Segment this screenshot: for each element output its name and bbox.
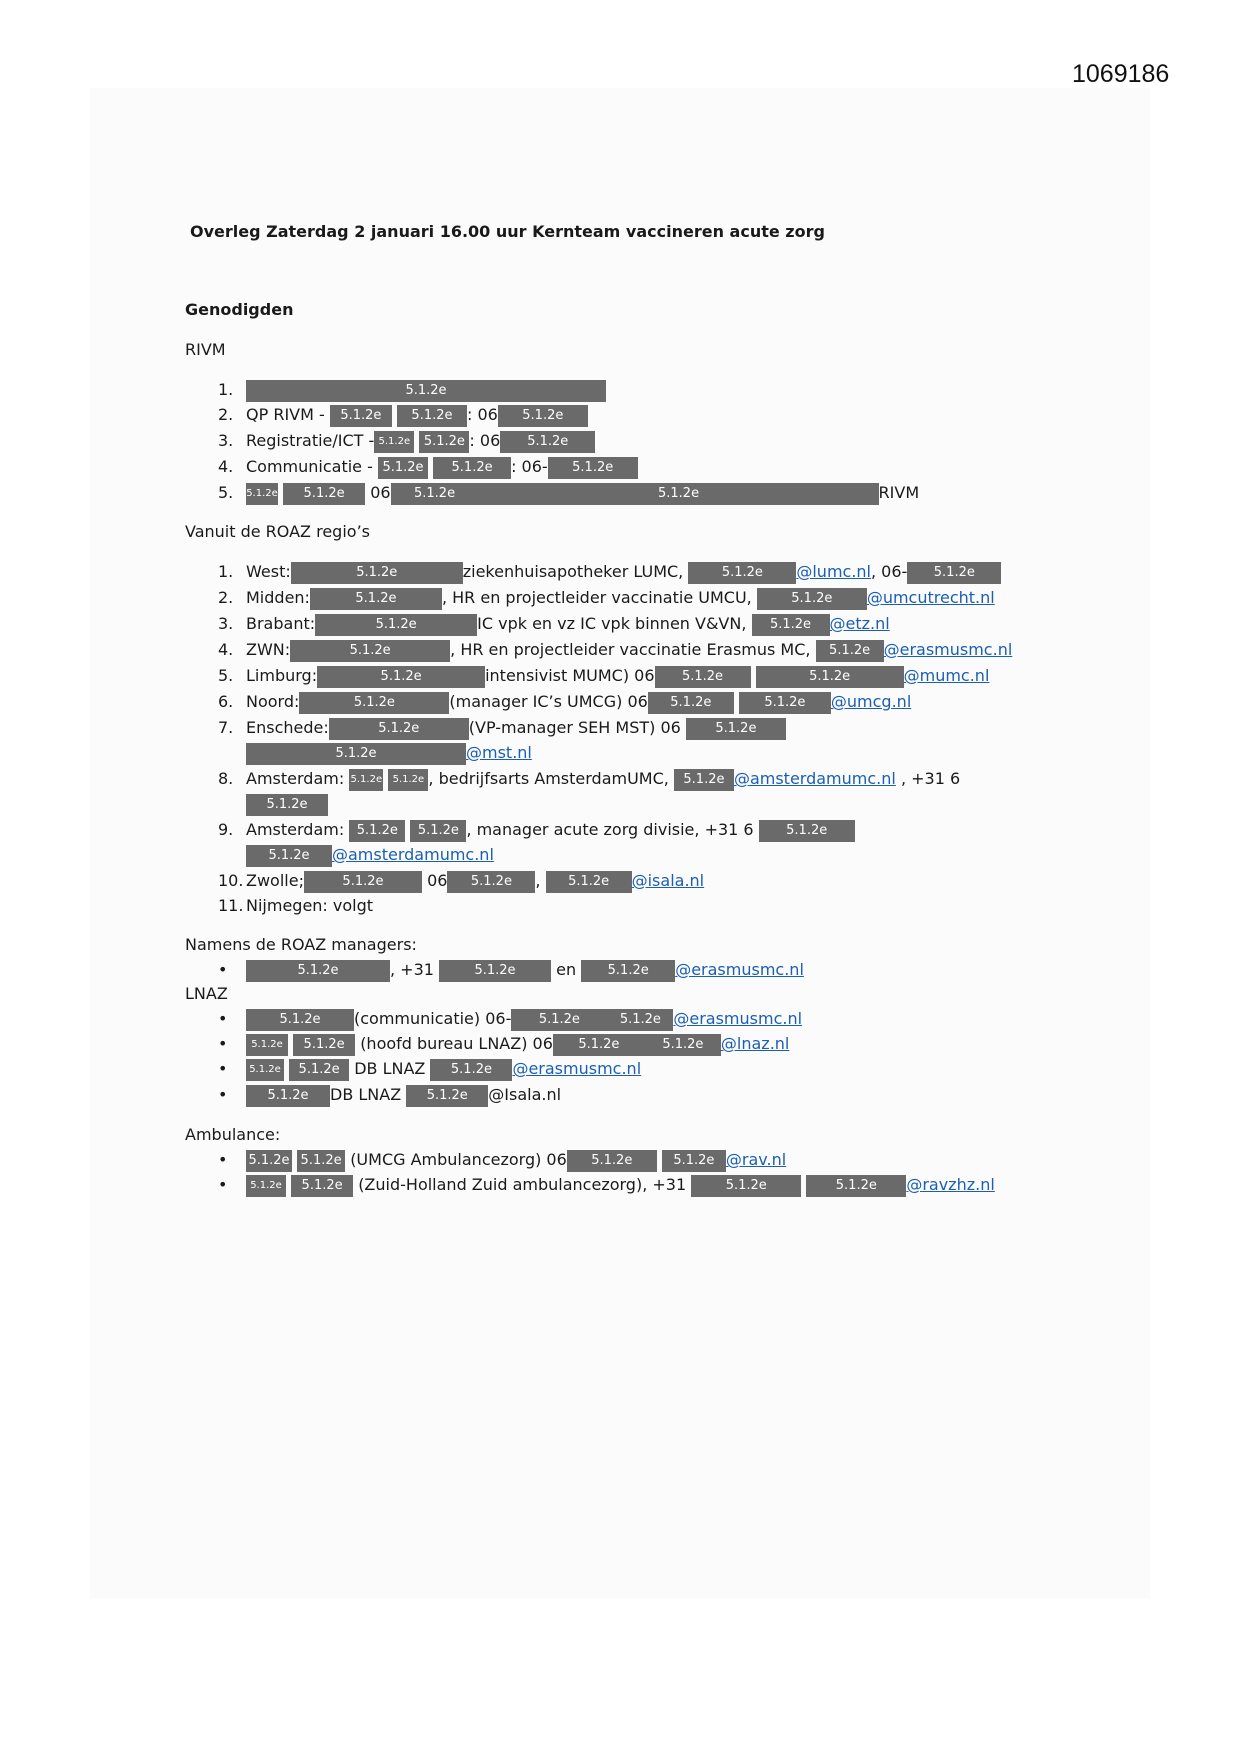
redaction-block: 5.1.2e <box>419 431 469 453</box>
redaction-block: 5.1.2e <box>317 666 485 688</box>
redaction-block: 5.1.2e <box>388 769 428 791</box>
redaction-block: 5.1.2e <box>246 743 466 765</box>
redaction-block: 5.1.2e <box>378 457 428 479</box>
rivm-item-1 <box>218 378 606 402</box>
redaction-block: 5.1.2e <box>304 871 422 893</box>
list-number: 2. <box>218 405 234 424</box>
item-text: : 06- <box>511 457 548 476</box>
list-number: 2. <box>218 588 234 607</box>
email-link[interactable]: @isala.nl <box>631 871 705 890</box>
redaction-block: 5.1.2e <box>283 483 365 505</box>
redaction-block: 5.1.2e <box>433 457 511 479</box>
redaction-block: 5.1.2e <box>816 640 884 662</box>
email-link[interactable]: @umcutrecht.nl <box>866 588 995 607</box>
item-text: @Isala.nl <box>488 1085 562 1104</box>
email-link[interactable]: @erasmusmc.nl <box>512 1059 642 1078</box>
item-text: ziekenhuisapotheker LUMC, <box>462 562 684 581</box>
roaz-item-5 <box>218 664 989 688</box>
roaz-item-9-continued <box>246 843 494 867</box>
item-text: , HR en projectleider vaccinatie UMCU, <box>441 588 752 607</box>
email-link[interactable]: @erasmusmc.nl <box>673 1009 803 1028</box>
roaz-item-3 <box>218 612 890 636</box>
list-number: 7. <box>218 718 234 737</box>
email-link[interactable]: @lnaz.nl <box>720 1034 790 1053</box>
redaction-block: 5.1.2e <box>349 820 405 842</box>
redaction-block: 5.1.2e <box>246 1150 292 1172</box>
roaz-item-11 <box>218 894 373 918</box>
item-text: Registratie/ICT - <box>246 431 375 450</box>
item-text: DB LNAZ <box>354 1059 426 1078</box>
roaz-item-8 <box>218 767 960 791</box>
redaction-block: 5.1.2e <box>691 1175 801 1197</box>
list-number: 1. <box>218 562 234 581</box>
redaction-block: 5.1.2e <box>553 1034 645 1056</box>
list-number: 5. <box>218 483 234 502</box>
bullet: • <box>218 1034 228 1053</box>
redaction-block: 5.1.2e <box>447 871 535 893</box>
roaz-item-2 <box>218 586 995 610</box>
item-text: (UMCG Ambulancezorg) 06 <box>350 1150 567 1169</box>
list-number: 4. <box>218 457 234 476</box>
redaction-block: 5.1.2e <box>688 562 796 584</box>
redaction-block: 5.1.2e <box>330 405 392 427</box>
item-text: Communicatie - <box>246 457 373 476</box>
roaz-item-9 <box>218 818 855 842</box>
item-text: intensivist MUMC) 06 <box>485 666 655 685</box>
redaction-block: 5.1.2e <box>291 562 463 584</box>
redaction-block: 5.1.2e <box>291 1175 353 1197</box>
redaction-block: 5.1.2e <box>297 1150 345 1172</box>
item-text: , manager acute zorg divisie, +31 6 <box>466 820 754 839</box>
list-number: 3. <box>218 431 234 450</box>
redaction-block: 5.1.2e <box>374 431 414 453</box>
bullet: • <box>218 1009 228 1028</box>
ambulance-item-2 <box>218 1173 995 1197</box>
redaction-block: 5.1.2e <box>511 1009 607 1031</box>
redaction-block: 5.1.2e <box>648 692 734 714</box>
email-link[interactable]: @umcg.nl <box>830 692 912 711</box>
redaction-block: 5.1.2e <box>498 405 588 427</box>
redaction-block: 5.1.2e <box>430 1059 512 1081</box>
item-text: Amsterdam: <box>246 820 345 839</box>
roaz-item-10 <box>218 869 704 893</box>
bullet: • <box>218 1150 228 1169</box>
redaction-block: 5.1.2e <box>246 1059 284 1081</box>
lnaz-item-3 <box>218 1057 641 1081</box>
item-text: Noord: <box>246 692 300 711</box>
email-link[interactable]: @mst.nl <box>466 743 532 762</box>
redaction-block: 5.1.2e <box>397 405 467 427</box>
redaction-block: 5.1.2e <box>349 769 383 791</box>
rivm-item-3 <box>218 429 595 453</box>
item-text: : 06 <box>466 405 498 424</box>
item-text: (VP-manager SEH MST) 06 <box>468 718 681 737</box>
redaction-block: 5.1.2e <box>410 820 466 842</box>
item-text: (manager IC’s UMCG) 06 <box>449 692 648 711</box>
list-number: 11. <box>218 896 244 915</box>
bullet: • <box>218 1085 228 1104</box>
redaction-block: 5.1.2e <box>290 640 450 662</box>
lnaz-item-2 <box>218 1032 789 1056</box>
list-number: 10. <box>218 871 244 890</box>
rivm-item-4 <box>218 455 638 479</box>
roaz-item-4 <box>218 638 1012 662</box>
email-link[interactable]: @ravzhz.nl <box>906 1175 995 1194</box>
item-text: 06 <box>370 483 391 502</box>
email-link[interactable]: @amsterdamumc.nl <box>332 845 494 864</box>
document-title: Overleg Zaterdag 2 januari 16.00 uur Kernteam vaccineren acute zorg <box>190 222 825 241</box>
list-number: 4. <box>218 640 234 659</box>
item-text: en <box>556 960 577 979</box>
item-text: 06 <box>427 871 448 890</box>
bullet: • <box>218 1059 228 1078</box>
redaction-block: 5.1.2e <box>246 380 606 402</box>
item-text: Brabant: <box>246 614 316 633</box>
item-text: , 06- <box>871 562 908 581</box>
email-link[interactable]: @mumc.nl <box>903 666 990 685</box>
rivm-item-2 <box>218 403 588 427</box>
redaction-block: 5.1.2e <box>246 1009 354 1031</box>
item-text: QP RIVM - <box>246 405 325 424</box>
item-text: RIVM <box>878 483 920 502</box>
roaz-item-1 <box>218 560 1001 584</box>
item-text: , +31 6 <box>900 769 961 788</box>
email-link[interactable]: @erasmusmc.nl <box>883 640 1013 659</box>
item-text: ZWN: <box>246 640 291 659</box>
item-text: (hoofd bureau LNAZ) 06 <box>360 1034 553 1053</box>
redaction-block: 5.1.2e <box>759 820 855 842</box>
item-text: (communicatie) 06- <box>354 1009 512 1028</box>
ambulance-item-1 <box>218 1148 786 1172</box>
roaz-item-7-continued <box>246 741 532 765</box>
bullet: • <box>218 960 228 979</box>
redaction-block: 5.1.2e <box>645 1034 721 1056</box>
item-text: , HR en projectleider vaccinatie Erasmus MC, <box>450 640 811 659</box>
item-text: IC vpk en vz IC vpk binnen V&VN, <box>477 614 747 633</box>
roaz-item-6 <box>218 690 911 714</box>
redaction-block: 5.1.2e <box>806 1175 906 1197</box>
email-link[interactable]: @erasmusmc.nl <box>675 960 804 979</box>
item-text: (Zuid-Holland Zuid ambulancezorg), +31 <box>358 1175 687 1194</box>
redaction-block: 5.1.2e <box>548 457 638 479</box>
redaction-block: 5.1.2e <box>662 1150 726 1172</box>
email-link[interactable]: @rav.nl <box>725 1150 787 1169</box>
item-text: Nijmegen: volgt <box>246 896 374 915</box>
list-number: 5. <box>218 666 234 685</box>
heading-genodigden: Genodigden <box>185 300 294 319</box>
redaction-block: 5.1.2e <box>299 692 449 714</box>
redaction-block: 5.1.2e <box>757 588 867 610</box>
redaction-block: 5.1.2e <box>607 1009 673 1031</box>
item-text: , <box>535 871 541 890</box>
redaction-block: 5.1.2e <box>674 769 734 791</box>
list-number: 9. <box>218 820 234 839</box>
list-number: 6. <box>218 692 234 711</box>
item-text: Limburg: <box>246 666 318 685</box>
item-text: : 06 <box>469 431 501 450</box>
redaction-block: 5.1.2e <box>546 871 632 893</box>
redaction-block: 5.1.2e <box>739 692 831 714</box>
redaction-block: 5.1.2e <box>246 483 278 505</box>
roaz-item-7 <box>218 716 786 740</box>
list-number: 3. <box>218 614 234 633</box>
heading-roaz: Vanuit de ROAZ regio’s <box>185 522 370 541</box>
redaction-block: 5.1.2e <box>246 1175 286 1197</box>
email-link[interactable]: @etz.nl <box>829 614 890 633</box>
redaction-block: 5.1.2e <box>500 431 595 453</box>
list-number: 8. <box>218 769 234 788</box>
heading-lnaz: LNAZ <box>185 984 228 1003</box>
redaction-block: 5.1.2e <box>246 1085 330 1107</box>
redaction-block: 5.1.2e <box>246 794 328 816</box>
bullet: • <box>218 1175 228 1194</box>
redaction-block: 5.1.2e <box>289 1059 349 1081</box>
redaction-block: 5.1.2e <box>246 845 332 867</box>
email-link[interactable]: @amsterdamumc.nl <box>733 769 896 788</box>
redaction-block: 5.1.2e <box>479 483 879 505</box>
managers-item <box>218 958 804 982</box>
heading-ambulance: Ambulance: <box>185 1125 281 1144</box>
heading-rivm: RIVM <box>185 340 226 359</box>
roaz-item-8-continued <box>246 792 328 816</box>
redaction-block: 5.1.2e <box>756 666 904 688</box>
list-number: 1. <box>218 380 234 399</box>
redaction-block: 5.1.2e <box>315 614 477 636</box>
redaction-block: 5.1.2e <box>246 960 390 982</box>
document-number: 1069186 <box>1072 60 1170 88</box>
redaction-block: 5.1.2e <box>406 1085 488 1107</box>
item-text: , bedrijfsarts AmsterdamUMC, <box>428 769 669 788</box>
heading-managers: Namens de ROAZ managers: <box>185 935 417 954</box>
redaction-block: 5.1.2e <box>293 1034 355 1056</box>
item-text: DB LNAZ <box>330 1085 402 1104</box>
item-text: West: <box>246 562 291 581</box>
item-text: Amsterdam: <box>246 769 345 788</box>
email-link[interactable]: @lumc.nl <box>796 562 871 581</box>
redaction-block: 5.1.2e <box>752 614 830 636</box>
redaction-block: 5.1.2e <box>391 483 479 505</box>
redaction-block: 5.1.2e <box>329 718 469 740</box>
item-text: Zwolle; <box>246 871 304 890</box>
redaction-block: 5.1.2e <box>686 718 786 740</box>
item-text: Enschede: <box>246 718 329 737</box>
lnaz-item-4 <box>218 1083 561 1107</box>
redaction-block: 5.1.2e <box>439 960 551 982</box>
redaction-block: 5.1.2e <box>310 588 442 610</box>
redaction-block: 5.1.2e <box>581 960 675 982</box>
redaction-block: 5.1.2e <box>907 562 1001 584</box>
rivm-item-5 <box>218 481 919 505</box>
redaction-block: 5.1.2e <box>246 1034 288 1056</box>
item-text: Midden: <box>246 588 310 607</box>
item-text: , +31 <box>390 960 434 979</box>
lnaz-item-1 <box>218 1007 802 1031</box>
redaction-block: 5.1.2e <box>567 1150 657 1172</box>
redaction-block: 5.1.2e <box>655 666 751 688</box>
